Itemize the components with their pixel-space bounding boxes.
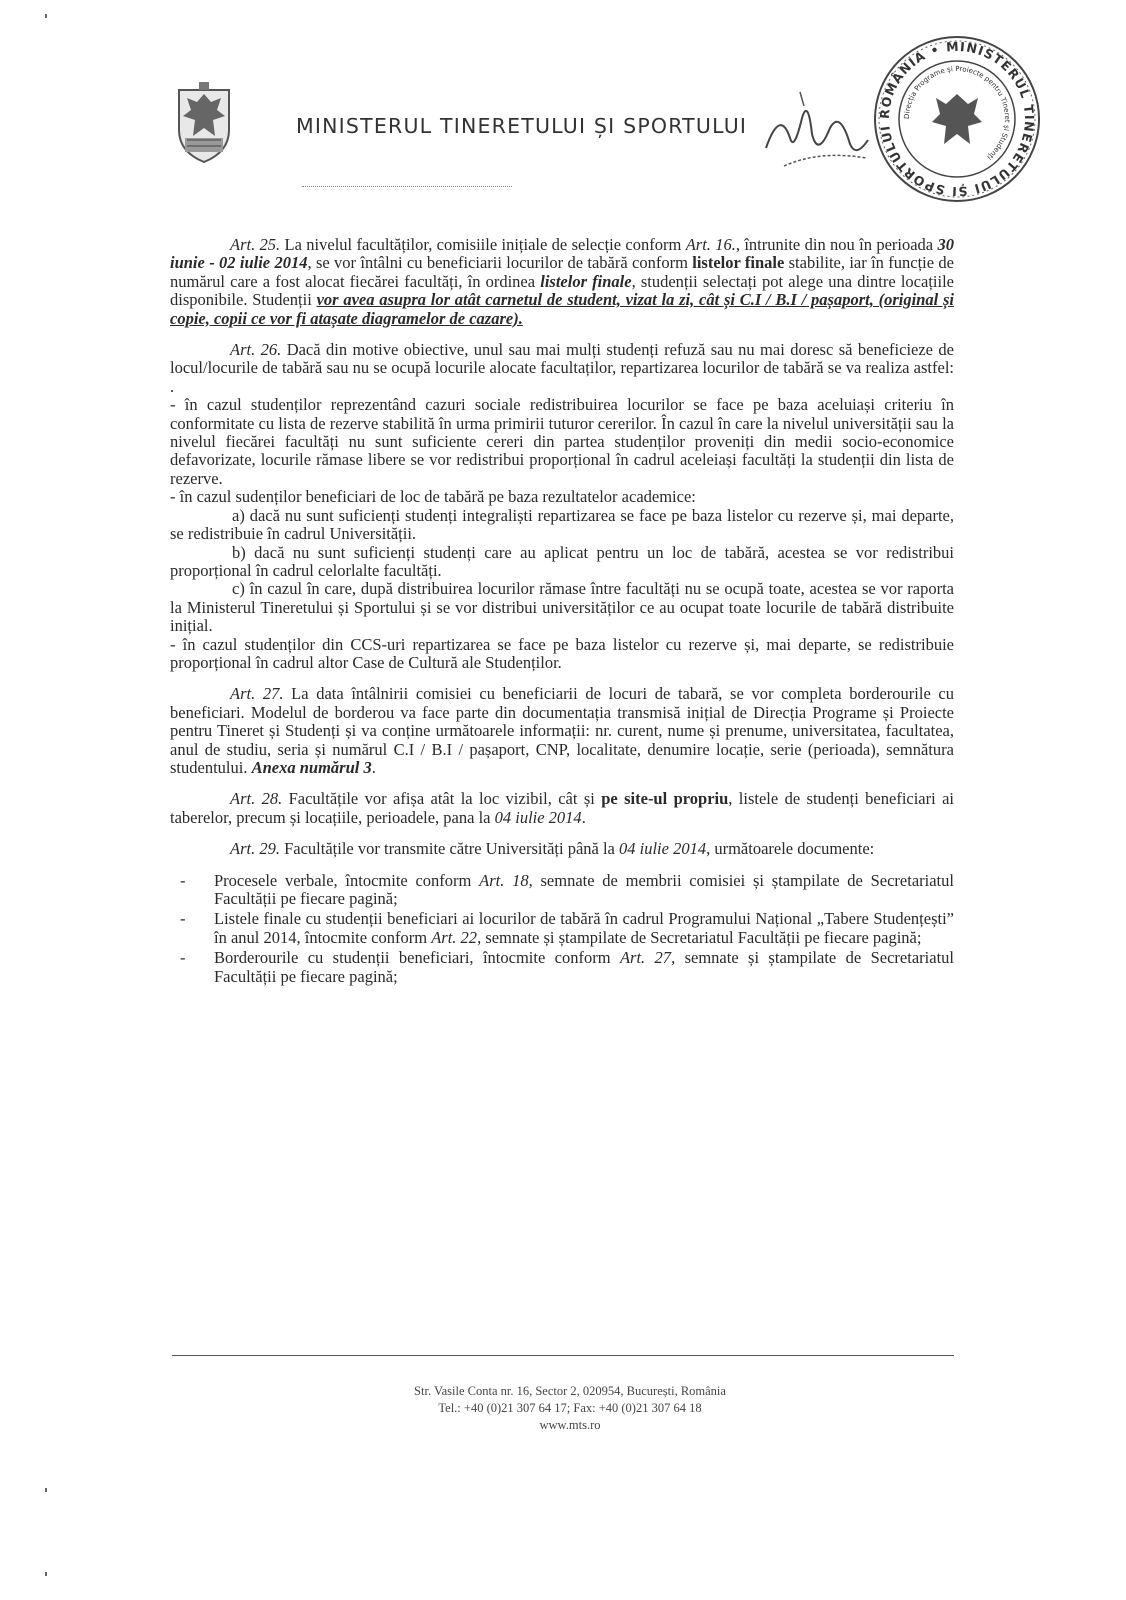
footer-divider xyxy=(172,1355,954,1356)
scan-speck xyxy=(45,1488,47,1492)
scan-speck xyxy=(45,1572,47,1576)
document-body xyxy=(170,236,954,988)
list-item: - Borderourile cu studenții beneficiari, întocmite conform Art. 27, semnate și ștampilate de Secretariatul Facultății pe fiecare pagină; xyxy=(180,948,954,986)
ministry-name: MINISTERUL TINERETULUI ȘI SPORTULUI xyxy=(296,114,748,138)
article-25: Art. 25. La nivelul facultăților, comisiile inițiale de selecție conform Art. 16., întrunite din nou în perioada 30 iunie - 02 iulie 2014, se vor întâlni cu beneficiarii locurilor de tabără conform listelor finale stabilite, iar în funcție de numărul care a fost alocat fiecărei facultăți, în ordinea listelor finale, studenții selectați pot alege una dintre locațiile disponibile. Studenții vor avea asupra lor atât carnetul de student, vizat la zi, cât și C.I / B.I / pașaport, (original și copie, copii ce vor fi atașate diagramelor de cazare). xyxy=(170,235,954,328)
id-requirement-emphasis: vor avea asupra lor atât carnetul de student, vizat la zi, cât și C.I / B.I / pașaport, (original și copie, copii ce vor fi atașate diagramelor de cazare). xyxy=(170,290,954,328)
article-27: Art. 27. La data întâlnirii comisiei cu beneficiarii de locuri de tabară, se vor completa borderourile cu beneficiari. Modelul de borderou va face parte din documentația transmisă inițial de Direcția Programe și Proiecte pentru Tineret și Studenți și va conține următoarele informații: nr. curent, nume și prenume, universitatea, facultatea, anul de studiu, seria și numărul C.I / B.I / pașaport, CNP, localitate, denumire locație, serie (perioada), semnătura studentului. Anexa numărul 3. xyxy=(170,684,954,777)
required-documents-list xyxy=(170,872,954,986)
footer-phone: Tel.: +40 (0)21 307 64 17; Fax: +40 (0)21 307 64 18 xyxy=(438,1401,702,1415)
official-stamp-seal xyxy=(872,34,1042,204)
article-26-ccs-case: - în cazul studenților din CCS-uri repartizarea se face pe baza listelor cu rezerve și, mai departe, se redistribuie proporțional în cadrul altor Case de Cultură ale Studenților. xyxy=(170,634,954,672)
list-item: - Listele finale cu studenții beneficiari ai locurilor de tabără în cadrul Programului Național „Tabere Studențești” în anul 2014, întocmite conform Art. 22, semnate și ștampilate de Secretariatul Facultății pe fiecare pagină; xyxy=(180,909,954,947)
romania-coat-of-arms-icon xyxy=(173,80,235,164)
svg-text:Direcția Programe și Proiecte: Direcția Programe și Proiecte pentru Tineret și Studenți xyxy=(902,64,1012,162)
article-28: Art. 28. Facultățile vor afișa atât la loc vizibil, cât și pe site-ul propriu, listele de studenți beneficiari ai taberelor, precum și locațiile, perioadele, pana la 04 iulie 2014. xyxy=(170,789,955,827)
article-26-academic-case: - în cazul sudenților beneficiari de loc de tabără pe baza rezultatelor academice: xyxy=(170,487,696,507)
footer-contact xyxy=(300,1383,840,1434)
footer-address: Str. Vasile Conta nr. 16, Sector 2, 020954, București, România xyxy=(414,1384,726,1398)
list-item: - Procesele verbale, întocmite conform Art. 18, semnate de membrii comisiei și ștampilate de Secretariatul Facultății pe fiecare pagină; xyxy=(180,870,954,908)
handwritten-signature xyxy=(760,88,872,178)
article-26-social-case: - în cazul studenților reprezentând cazuri sociale redistribuirea locurilor se face pe baza aceluiași criteriu în conformitate cu lista de rezerve stabilită în urma primirii tuturor cererilor. În cazul în care la nivelul universității sau la nivelul fiecărei facultăți nu sunt suficiente cereri din partea studenților proveniți din medii socio-economice defavorizate, locurile rămase libere se vor redistribui proporțional în cadrul aceleiași facultăți la studenții din lista de rezerve. xyxy=(170,395,954,488)
article-26-item-b: b) dacă nu sunt suficienți studenți care au aplicat pentru un loc de tabără, acestea se vor redistribui proporțional în cadrul celorlalte facultăți. xyxy=(170,542,954,580)
article-29: Art. 29. Facultățile vor transmite către Universități până la 04 iulie 2014, următoarele documente: xyxy=(230,839,875,859)
article-26-item-c: c) în cazul în care, după distribuirea locurilor rămase între facultăți nu se ocupă toate, acestea se vor raporta la Ministerul Tineretului și Sportului și se vor distribui universităților ce au ocupat toate locurile de tabără distribuite inițial. xyxy=(170,579,954,636)
article-26-item-a: a) dacă nu sunt suficienți studenți integraliști repartizarea se face pe baza listelor cu rezerve și, mai departe, se redistribuie în cadrul Universității. xyxy=(170,505,954,544)
svg-text:ROMÂNIA • MINISTERUL TINERETUL: ROMÂNIA • MINISTERUL TINERETULUI ȘI SPORTULUI xyxy=(876,38,1038,200)
scan-speck xyxy=(45,14,47,18)
article-26: Art. 26. Dacă din motive obiective, unul sau mai mulți studenți refuză sau nu mai doresc să beneficieze de locul/locurile de tabără sau nu se ocupă locurile alocate facultaților, repartizarea locurilor de tabără se va realiza astfel: . xyxy=(170,340,954,396)
footer-website: www.mts.ro xyxy=(539,1418,601,1432)
header-divider xyxy=(302,186,512,187)
